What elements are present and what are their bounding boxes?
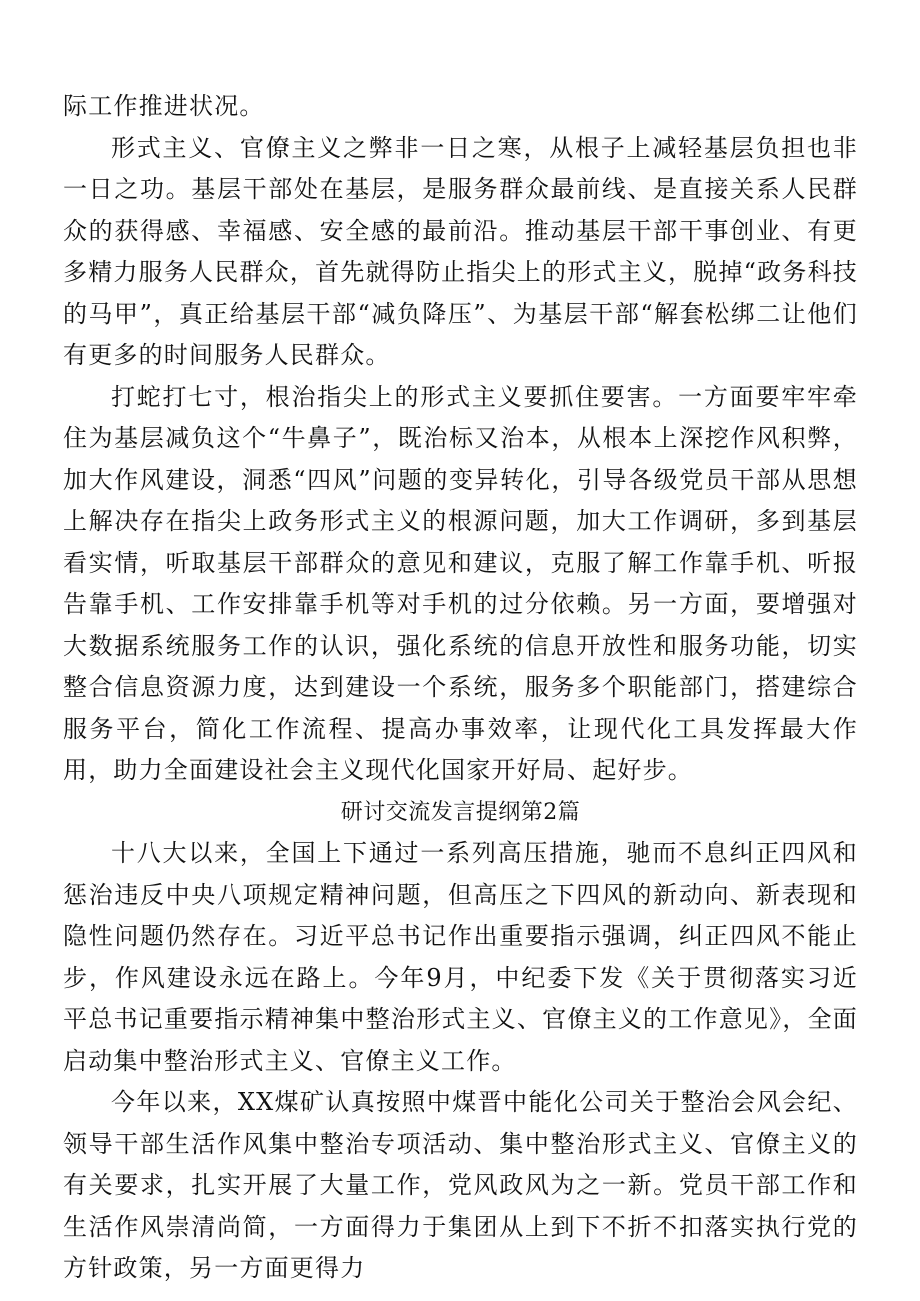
document-page — [63, 86, 858, 1290]
section-title: 研讨交流发言提纲第2篇 — [340, 799, 581, 825]
paragraph-4: 十八大以来，全国上下通过一系列高压措施，驰而不息纠正四风和惩治违反中央八项规定精神问题，但高压之下四风的新动向、新表现和隐性问题仍然存在。习近平总书记作出重要指示强调，纠正四风不能止步，作风建设永远在路上。今年9月，中纪委下发《关于贯彻落实习近平总书记重要指示精神集中整治形式主义、官僚主义的工作意见》，全面启动集中整治形式主义、官僚主义工作。 — [63, 839, 858, 1075]
paragraph-2: 形式主义、官僚主义之弊非一日之寒，从根子上减轻基层负担也非一日之功。基层干部处在基层，是服务群众最前线、是直接关系人民群众的获得感、幸福感、安全感的最前沿。推动基层干部干事创业、有更多精力服务人民群众，首先就得防止指尖上的形式主义，脱掉“政务科技的马甲”，真正给基层干部“减负降压”、为基层干部“解套松绑二让他们有更多的时间服务人民群众。 — [63, 133, 858, 369]
paragraph-1: 际工作推进状况。 — [63, 92, 265, 120]
paragraph-3: 打蛇打七寸，根治指尖上的形式主义要抓住要害。一方面要牢牢牵住为基层减负这个“牛鼻子”，既治标又治本，从根本上深挖作风积弊，加大作风建设，洞悉“四风”问题的变异转化，引导各级党员干部从思想上解决存在指尖上政务形式主义的根源问题，加大工作调研，多到基层看实情，听取基层干部群众的意见和建议，克服了解工作靠手机、听报告靠手机、工作安排靠手机等对手机的过分依赖。另一方面，要增强对大数据系统服务工作的认识，强化系统的信息开放性和服务功能，切实整合信息资源力度，达到建设一个系统，服务多个职能部门，搭建综合服务平台，简化工作流程、提高办事效率，让现代化工具发挥最大作用，助力全面建设社会主义现代化国家开好局、起好步。 — [63, 382, 858, 784]
paragraph-5: 今年以来，XX煤矿认真按照中煤晋中能化公司关于整治会风会纪、领导干部生活作风集中整治专项活动、集中整治形式主义、官僚主义的有关要求，扎实开展了大量工作，党风政风为之一新。党员干部工作和生活作风崇清尚简，一方面得力于集团从上到下不折不扣落实执行党的方针政策，另一方面更得力 — [63, 1088, 858, 1282]
